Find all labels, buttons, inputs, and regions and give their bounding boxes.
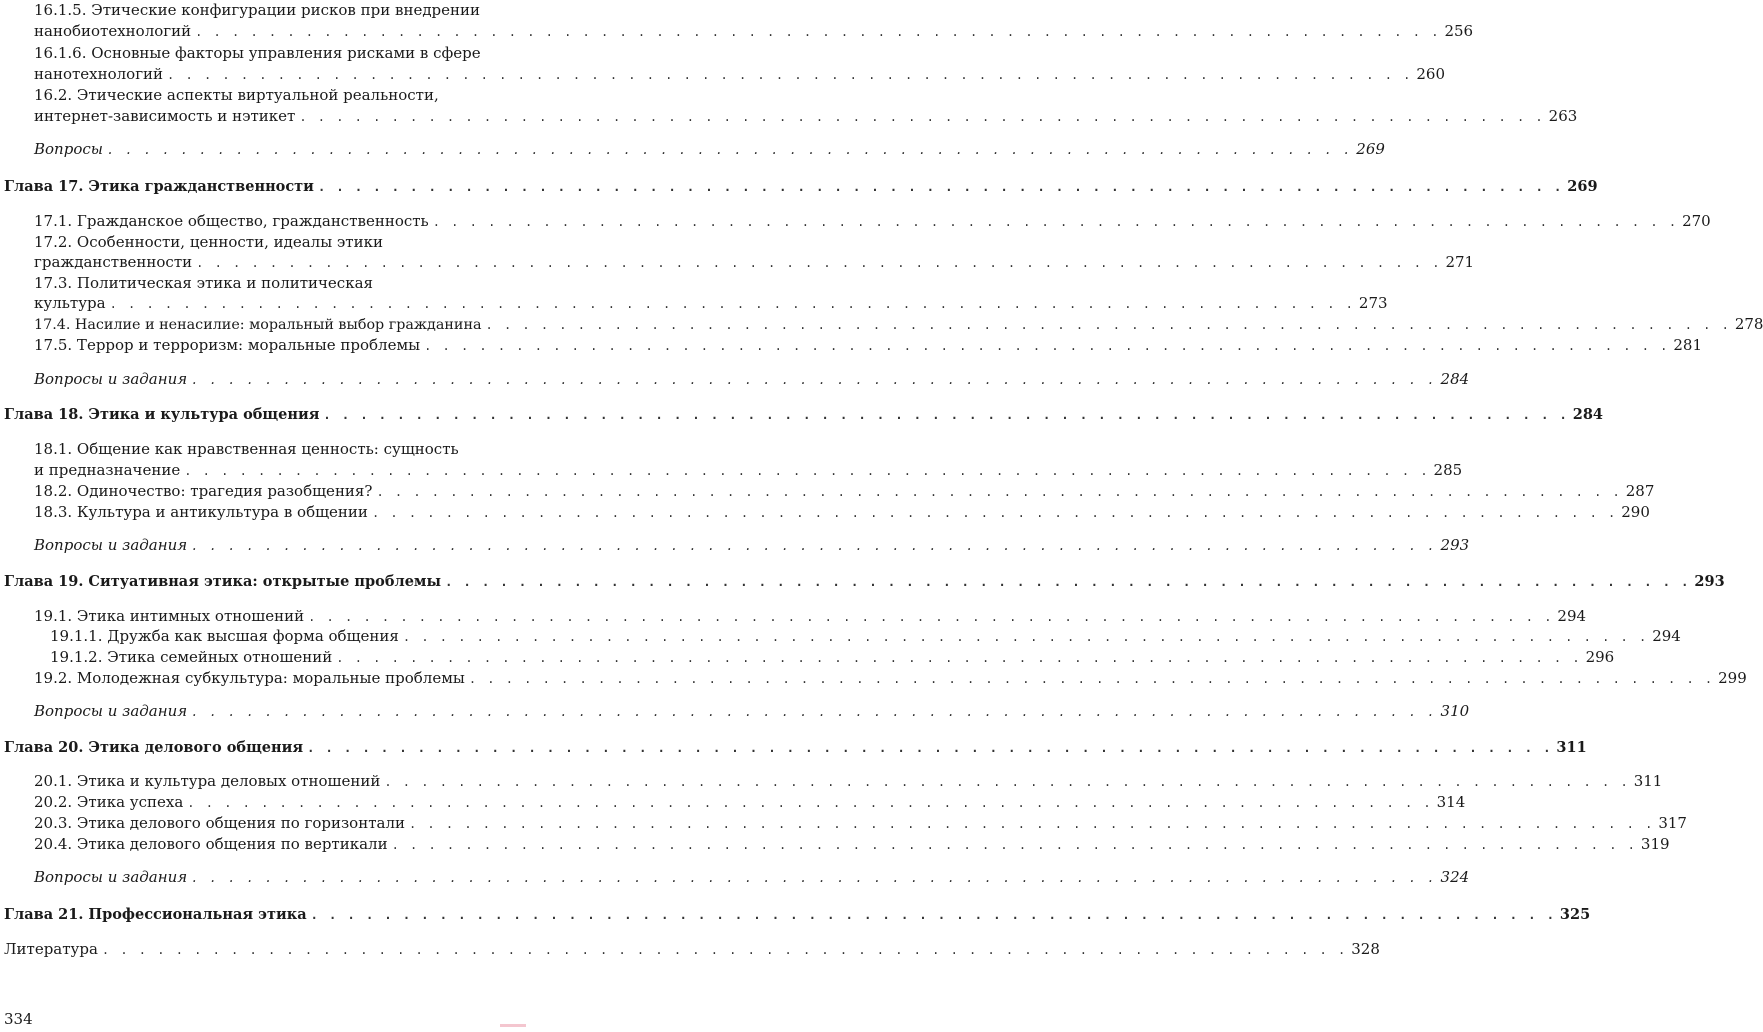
- toc-entry-text: 16.1.5. Этические конфигурации рисков при внедрении: [34, 1, 481, 19]
- toc-entry-text: Глава 20. Этика делового общения: [4, 739, 304, 756]
- leader-dots: [469, 669, 1714, 689]
- toc-entry-questions-18[interactable]: [0, 535, 1470, 555]
- toc-page-number: 317: [1658, 814, 1687, 832]
- toc-entry-text: 17.3. Политическая этика и политическая: [34, 274, 373, 292]
- leader-dots: [311, 905, 1556, 925]
- toc-entry-17-2-line1: [0, 232, 383, 252]
- toc-entry-17-3[interactable]: [0, 293, 1388, 313]
- toc-entry-20-1[interactable]: [0, 771, 1663, 791]
- toc-entry-text: Глава 18. Этика и культура общения: [4, 406, 320, 423]
- toc-page-number: 271: [1445, 253, 1475, 271]
- leader-dots: [384, 772, 1629, 792]
- toc-entry-20-2[interactable]: [0, 792, 1466, 812]
- toc-entry-20-4[interactable]: [0, 834, 1670, 854]
- toc-entry-text: 20.4. Этика делового общения по вертикали: [34, 835, 388, 853]
- page-number: 334: [4, 1010, 33, 1028]
- leader-dots: [376, 482, 1621, 502]
- toc-page-number: 319: [1640, 835, 1670, 853]
- toc-entry-text: интернет-зависимость и нэтикет: [34, 107, 296, 125]
- toc-page-number: 328: [1351, 940, 1380, 958]
- toc-page-number: 314: [1436, 793, 1466, 811]
- leader-dots: [486, 315, 1731, 335]
- toc-entry-18-1[interactable]: [0, 460, 1463, 480]
- toc-entry-16-1-5[interactable]: [0, 21, 1474, 41]
- leader-dots: [299, 107, 1544, 127]
- toc-entry-text: 19.1.1. Дружба как высшая форма общения: [50, 627, 399, 645]
- toc-chapter-20[interactable]: [0, 738, 1587, 758]
- toc-entry-questions-17[interactable]: [0, 369, 1470, 389]
- toc-entry-16-1-6-line1: [0, 43, 481, 63]
- toc-entry-text: и предназначение: [34, 461, 181, 479]
- toc-page-number: 270: [1682, 212, 1711, 230]
- toc-entry-text: 18.2. Одиночество: трагедия разобщения?: [34, 482, 373, 500]
- toc-entry-text: 17.4. Насилие и ненасилие: моральный выбор гражданина: [34, 317, 482, 333]
- toc-page-number: 290: [1621, 503, 1650, 521]
- toc-page-number: 278: [1734, 315, 1763, 333]
- toc-entry-text: гражданственности: [34, 253, 193, 271]
- toc-entry-text: нанотехнологий: [34, 65, 164, 83]
- toc-entry-questions-19[interactable]: [0, 701, 1470, 721]
- toc-page-number: 269: [1356, 140, 1385, 158]
- toc-entry-19-2[interactable]: [0, 668, 1747, 688]
- leader-dots: [323, 405, 1568, 425]
- toc-page-number: 310: [1440, 702, 1470, 720]
- leader-dots: [445, 572, 1690, 592]
- leader-dots: [191, 370, 1436, 390]
- toc-page-number: 296: [1585, 648, 1615, 666]
- toc-entry-text: Вопросы и задания: [34, 536, 188, 554]
- toc-entry-17-5[interactable]: [0, 335, 1703, 355]
- toc-entry-text: Глава 21. Профессиональная этика: [4, 906, 307, 923]
- toc-entry-17-4[interactable]: [0, 314, 1763, 334]
- toc-chapter-19[interactable]: [0, 572, 1725, 592]
- toc-page-number: 287: [1625, 482, 1655, 500]
- toc-page-number: 294: [1557, 607, 1587, 625]
- toc-entry-text: 17.2. Особенности, ценности, идеалы этики: [34, 233, 383, 251]
- leader-dots: [110, 294, 1355, 314]
- leader-dots: [107, 140, 1352, 160]
- toc-page-number: 299: [1718, 669, 1747, 687]
- toc-entry-text: 17.1. Гражданское общество, гражданственность: [34, 212, 429, 230]
- toc-entry-18-3[interactable]: [0, 502, 1650, 522]
- toc-entry-text: Глава 19. Ситуативная этика: открытые проблемы: [4, 573, 442, 590]
- toc-entry-16-1-5-line1: [0, 0, 480, 20]
- leader-dots: [318, 177, 1563, 197]
- leader-dots: [433, 212, 1678, 232]
- toc-chapter-17[interactable]: [0, 177, 1598, 197]
- leader-dots: [191, 536, 1436, 556]
- leader-dots: [195, 22, 1440, 42]
- toc-chapter-21[interactable]: [0, 905, 1591, 925]
- toc-entry-text: 18.3. Культура и антикультура в общении: [34, 503, 368, 521]
- toc-page-number: 263: [1548, 107, 1578, 125]
- toc-entry-text: 17.5. Террор и терроризм: моральные проблемы: [34, 336, 421, 354]
- toc-entry-text: Литература: [4, 940, 98, 958]
- toc-entry-text: нанобиотехнологий: [34, 22, 192, 40]
- toc-entry-text: культура: [34, 294, 106, 312]
- leader-dots: [308, 607, 1553, 627]
- leader-dots: [424, 336, 1669, 356]
- toc-entry-text: 19.1. Этика интимных отношений: [34, 607, 305, 625]
- toc-entry-18-2[interactable]: [0, 481, 1655, 501]
- toc-entry-literature[interactable]: [0, 939, 1380, 959]
- toc-entry-17-1[interactable]: [0, 211, 1711, 231]
- leader-dots: [372, 503, 1617, 523]
- toc-page-number: 284: [1440, 370, 1470, 388]
- toc-page-number: 269: [1567, 178, 1598, 195]
- leader-dots: [196, 253, 1441, 273]
- toc-page-number: 325: [1559, 906, 1591, 923]
- toc-entry-text: 16.2. Этические аспекты виртуальной реальности,: [34, 86, 439, 104]
- toc-entry-text: 20.2. Этика успеха: [34, 793, 184, 811]
- toc-entry-17-3-line1: [0, 273, 373, 293]
- toc-entry-20-3[interactable]: [0, 813, 1687, 833]
- toc-entry-16-2-line1: [0, 85, 439, 105]
- leader-dots: [191, 868, 1436, 888]
- toc-entry-text: Глава 17. Этика гражданственности: [4, 178, 314, 195]
- toc-page-number: 281: [1673, 336, 1703, 354]
- toc-page-number: 256: [1444, 22, 1474, 40]
- toc-page-number: 273: [1358, 294, 1388, 312]
- leader-dots: [392, 835, 1637, 855]
- toc-entry-text: 19.2. Молодежная субкультура: моральные проблемы: [34, 669, 465, 687]
- toc-entry-text: 19.1.2. Этика семейных отношений: [50, 648, 333, 666]
- toc-page-number: 285: [1433, 461, 1463, 479]
- toc-chapter-18[interactable]: [0, 405, 1604, 425]
- toc-page-number: 293: [1694, 573, 1725, 590]
- toc-entry-18-1-line1: [0, 439, 459, 459]
- toc-page-number: 293: [1440, 536, 1470, 554]
- toc-page-number: 324: [1440, 868, 1470, 886]
- toc-entry-questions-16[interactable]: [0, 139, 1385, 159]
- toc-entry-text: Вопросы и задания: [34, 868, 188, 886]
- toc-entry-questions-20[interactable]: [0, 867, 1470, 887]
- toc-entry-16-1-6[interactable]: [0, 64, 1446, 84]
- toc-entry-text: Вопросы и задания: [34, 370, 188, 388]
- leader-dots: [336, 648, 1581, 668]
- leader-dots: [403, 627, 1648, 647]
- leader-dots: [187, 793, 1432, 813]
- toc-page-number: 284: [1572, 406, 1604, 423]
- toc-entry-text: 20.3. Этика делового общения по горизонтали: [34, 814, 405, 832]
- toc-page-number: 311: [1556, 739, 1587, 756]
- toc-entry-16-2[interactable]: [0, 106, 1578, 126]
- toc-page-number: 294: [1652, 627, 1681, 645]
- toc-entry-19-1-1[interactable]: [0, 626, 1681, 646]
- decorative-mark: [500, 1024, 526, 1027]
- leader-dots: [184, 461, 1429, 481]
- toc-page-number: 311: [1633, 772, 1663, 790]
- toc-entry-text: Вопросы и задания: [34, 702, 188, 720]
- leader-dots: [191, 702, 1436, 722]
- toc-page-number: 260: [1416, 65, 1446, 83]
- toc-entry-text: Вопросы: [34, 140, 103, 158]
- toc-entry-19-1[interactable]: [0, 606, 1587, 626]
- toc-entry-17-2[interactable]: [0, 252, 1475, 272]
- leader-dots: [102, 940, 1347, 960]
- toc-entry-text: 18.1. Общение как нравственная ценность: сущность: [34, 440, 459, 458]
- toc-entry-19-1-2[interactable]: [0, 647, 1615, 667]
- leader-dots: [307, 738, 1552, 758]
- toc-entry-text: 20.1. Этика и культура деловых отношений: [34, 772, 381, 790]
- leader-dots: [409, 814, 1654, 834]
- toc-entry-text: 16.1.6. Основные факторы управления рисками в сфере: [34, 44, 481, 62]
- leader-dots: [167, 65, 1412, 85]
